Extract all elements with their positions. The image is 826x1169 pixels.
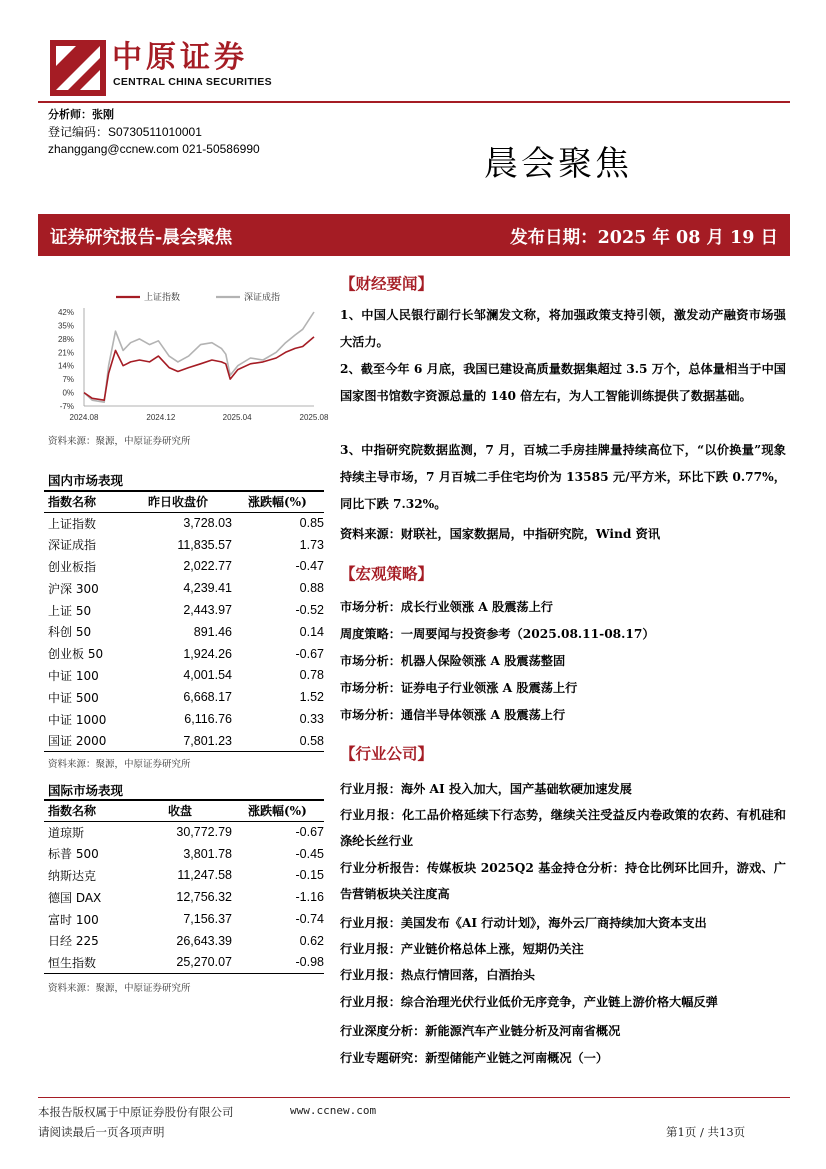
chart-y-tick-label: 35%: [57, 321, 74, 331]
chart-x-tick-label: 2025.04: [222, 413, 252, 422]
domestic-row: [44, 686, 324, 708]
close-cell: 3,801.78: [183, 846, 232, 861]
close-cell: 26,643.39: [176, 933, 232, 948]
domestic-row: [44, 708, 324, 730]
international-row: [44, 930, 324, 952]
domestic-row: [44, 599, 324, 621]
index-name-cell: 创业板指: [48, 559, 97, 574]
domestic-row: [44, 534, 324, 556]
industry-item[interactable]: 行业月报：产业链价格总体上涨，短期仍关注: [340, 942, 584, 956]
company-logo-chinese: 中原证券: [112, 40, 248, 75]
macro-item[interactable]: 市场分析：机器人保险领涨 A 股震荡整固: [340, 654, 566, 668]
report-banner: [38, 214, 790, 256]
registration-number: 登记编码：S0730511010001: [48, 125, 202, 139]
index-name-cell: 富时 100: [48, 912, 99, 927]
domestic-row: [44, 643, 324, 665]
close-cell: 30,772.79: [176, 825, 232, 840]
chart-x-tick-label: 2025.08: [299, 413, 329, 422]
change-cell: 0.14: [299, 624, 324, 639]
section-title-industry-company: 【行业公司】: [340, 744, 434, 763]
index-name-cell: 上证指数: [48, 516, 97, 531]
international-row: [44, 908, 324, 930]
index-name-cell: 国证 2000: [48, 734, 107, 749]
close-cell: 1,924.26: [183, 646, 232, 661]
close-cell: 11,247.58: [177, 868, 232, 883]
change-cell: -0.67: [295, 825, 324, 840]
analyst-name: 分析师：张刚: [48, 108, 114, 121]
chart-legend-label: 深证成指: [244, 293, 281, 303]
change-cell: 0.33: [299, 712, 324, 727]
change-cell: -0.98: [295, 955, 324, 970]
international-market-table: [44, 800, 324, 974]
footer-copyright: 本报告版权属于中原证券股份有限公司: [38, 1105, 234, 1119]
industry-item[interactable]: 行业月报：热点行情回落，白酒抬头: [340, 968, 535, 982]
col-close: 收盘: [168, 803, 193, 818]
col-prev-close: 昨日收盘价: [148, 494, 209, 509]
index-name-cell: 创业板 50: [48, 647, 104, 662]
col-index-name: 指数名称: [48, 803, 97, 818]
section-title-macro-strategy: 【宏观策略】: [340, 564, 434, 583]
index-name-cell: 中证 500: [48, 690, 99, 705]
change-cell: 0.85: [299, 516, 324, 531]
index-name-cell: 恒生指数: [48, 955, 97, 970]
domestic-market-title: 国内市场表现: [48, 473, 124, 488]
footer-website-link[interactable]: www.ccnew.com: [290, 1104, 377, 1117]
col-change-pct: 涨跌幅(%): [248, 494, 307, 509]
company-logo-english: CENTRAL CHINA SECURITIES: [113, 76, 272, 88]
international-market-title: 国际市场表现: [48, 783, 124, 798]
report-title: 晨会聚焦: [484, 144, 632, 184]
close-cell: 2,443.97: [183, 603, 232, 618]
international-row: [44, 843, 324, 865]
col-index-name: 指数名称: [48, 494, 97, 509]
index-name-cell: 标普 500: [48, 847, 99, 862]
report-type: 证券研究报告-晨会聚焦: [50, 228, 233, 248]
close-cell: 891.46: [193, 624, 232, 639]
index-name-cell: 纳斯达克: [48, 868, 97, 883]
close-cell: 25,270.07: [176, 955, 232, 970]
macro-item[interactable]: 市场分析：通信半导体领涨 A 股震荡上行: [340, 708, 566, 722]
change-cell: -1.16: [295, 890, 324, 905]
close-cell: 3,728.03: [183, 516, 232, 531]
header-divider: [38, 101, 790, 103]
change-cell: -0.47: [295, 559, 324, 574]
index-name-cell: 道琼斯: [48, 825, 85, 840]
close-cell: 7,801.23: [183, 733, 232, 748]
index-trend-chart: [38, 284, 329, 429]
macro-item[interactable]: 周度策略：一周要闻与投资参考（2025.08.11-08.17）: [340, 627, 655, 641]
index-name-cell: 科创 50: [48, 625, 92, 640]
international-row: [44, 865, 324, 887]
index-name-cell: 上证 50: [48, 603, 92, 618]
close-cell: 12,756.32: [176, 890, 232, 905]
company-logo-mark-icon: [50, 40, 106, 96]
industry-item[interactable]: 行业分析报告：传媒板块 2025Q2 基金持仓分析：持仓比例环比回升，游戏、广告营销板块关注度高: [340, 861, 786, 901]
chart-legend-label: 上证指数: [144, 293, 181, 303]
chart-x-tick-label: 2024.08: [69, 413, 99, 422]
chart-y-tick-label: 42%: [57, 308, 74, 317]
news-source: 资料来源：财联社，国家数据局，中指研究院，Wind 资讯: [340, 527, 661, 541]
news-item-1: 1、中国人民银行副行长邹澜发文称，将加强政策支持引领，激发动产融资市场强大活力。: [340, 308, 786, 349]
industry-item[interactable]: 行业月报：海外 AI 投入加大，国产基础软硬加速发展: [340, 782, 632, 796]
close-cell: 11,835.57: [177, 537, 232, 552]
index-name-cell: 日经 225: [48, 934, 99, 949]
chart-y-tick-label: 0%: [62, 388, 74, 398]
chart-y-tick-label: 7%: [62, 375, 74, 385]
industry-item[interactable]: 行业月报：综合治理光伏行业低价无序竞争，产业链上游价格大幅反弹: [340, 995, 718, 1009]
domestic-row: [44, 512, 324, 534]
domestic-row: [44, 556, 324, 578]
change-cell: 0.78: [299, 668, 324, 683]
analyst-contact: zhanggang@ccnew.com 021-50586990: [48, 142, 260, 156]
domestic-market-table: [44, 491, 324, 752]
footer-disclaimer: 请阅读最后一页各项声明: [38, 1125, 165, 1139]
close-cell: 4,001.54: [183, 668, 232, 683]
change-cell: -0.74: [295, 912, 324, 927]
section-title-finance-news: 【财经要闻】: [340, 274, 434, 293]
chart-y-tick-label: -7%: [59, 402, 74, 411]
industry-item[interactable]: 行业专题研究：新型储能产业链之河南概况（一）: [340, 1051, 609, 1065]
international-row: [44, 952, 324, 974]
close-cell: 2,022.77: [183, 559, 232, 574]
change-cell: -0.52: [295, 603, 324, 618]
chart-source: 资料来源：聚源，中原证券研究所: [48, 436, 191, 447]
industry-item[interactable]: 行业月报：化工品价格延续下行态势，继续关注受益反内卷政策的农药、有机硅和涤纶长丝行业: [340, 808, 786, 848]
footer-divider: [38, 1097, 790, 1098]
domestic-row: [44, 665, 324, 687]
close-cell: 7,156.37: [183, 912, 232, 927]
domestic-row: [44, 621, 324, 643]
domestic-row: [44, 730, 324, 752]
change-cell: 0.62: [299, 933, 324, 948]
domestic-table-source: 资料来源：聚源，中原证券研究所: [48, 759, 191, 770]
chart-y-tick-label: 21%: [57, 348, 74, 358]
macro-item[interactable]: 市场分析：成长行业领涨 A 股震荡上行: [340, 600, 553, 614]
news-item-3: 3、中指研究院数据监测，7 月，百城二手房挂牌量持续高位下，“以价换量”现象持续主导市场，7 月百城二手住宅均价为 13585 元/平方米，环比下跌 0.77%，同比下跌 7.32%。: [340, 443, 786, 511]
international-row: [44, 821, 324, 843]
publish-date: 发布日期：2025 年 08 月 19 日: [510, 228, 778, 248]
industry-item[interactable]: 行业月报：美国发布《AI 行动计划》，海外云厂商持续加大资本支出: [340, 916, 707, 930]
international-row: [44, 886, 324, 908]
international-table-source: 资料来源：聚源，中原证券研究所: [48, 983, 191, 994]
change-cell: 1.73: [299, 537, 324, 552]
change-cell: -0.15: [295, 868, 324, 883]
footer-page-number: 第1页 / 共13页: [666, 1125, 746, 1139]
chart-y-tick-label: 28%: [57, 334, 74, 344]
domestic-row: [44, 577, 324, 599]
change-cell: 1.52: [299, 690, 324, 705]
change-cell: -0.67: [295, 646, 324, 661]
index-name-cell: 深证成指: [48, 538, 97, 553]
change-cell: -0.45: [295, 846, 324, 861]
news-item-2: 2、截至今年 6 月底，我国已建设高质量数据集超过 3.5 万个，总体量相当于中国国家图书馆数字资源总量的 140 倍左右，为人工智能训练提供了数据基础。: [340, 362, 786, 403]
index-name-cell: 沪深 300: [48, 581, 99, 596]
chart-y-tick-label: 14%: [57, 361, 74, 371]
chart-x-tick-label: 2024.12: [146, 413, 176, 422]
close-cell: 4,239.41: [183, 581, 232, 596]
macro-item[interactable]: 市场分析：证券电子行业领涨 A 股震荡上行: [340, 681, 578, 695]
change-cell: 0.88: [299, 581, 324, 596]
industry-item[interactable]: 行业深度分析：新能源汽车产业链分析及河南省概况: [340, 1024, 621, 1038]
change-cell: 0.58: [299, 733, 324, 748]
index-name-cell: 中证 1000: [48, 712, 107, 727]
col-change-pct: 涨跌幅(%): [248, 803, 307, 818]
close-cell: 6,116.76: [184, 712, 232, 727]
index-name-cell: 中证 100: [48, 668, 99, 683]
index-name-cell: 德国 DAX: [48, 890, 102, 905]
close-cell: 6,668.17: [183, 690, 232, 705]
